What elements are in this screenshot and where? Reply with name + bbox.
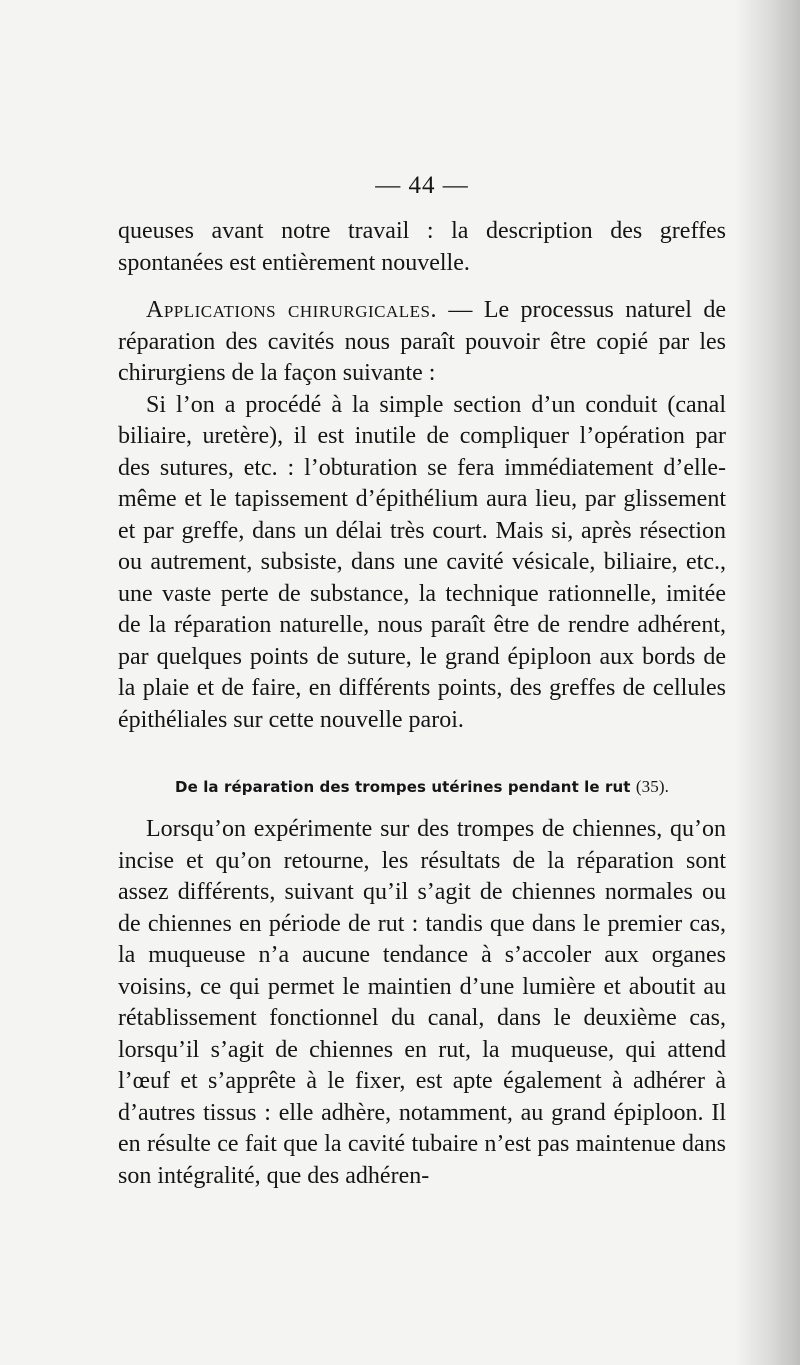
surgical-method-text: Si l’on a procédé à la simple section d’un conduit (canal biliaire, uretère), il est inutile de compliquer l’opération par des sutures, etc. : l’obturation se fera immédiatement d’elle-même et le tapissement d’épithélium aura lieu, par glissement et par greffe, dans un délai très court. Mais si, après résection ou autrement, subsiste, dans une cavité vésicale, biliaire, etc., une vaste perte de substance, la technique rationnelle, imitée de la réparation naturelle, nous paraît être de rendre adhérent, par quelques points de suture, le grand épiploon aux bords de la plaie et de faire, en différents points, des greffes de cellules épithéliales sur cette nouvelle paroi. (118, 391, 726, 733)
page-number: — 44 — (375, 172, 469, 199)
section-subheading (118, 776, 726, 798)
paragraph-applications (118, 295, 726, 390)
paragraph-surgical-method (118, 390, 726, 737)
subheading-text: De la réparation des trompes utérines pendant le rut (175, 778, 631, 796)
applications-text: — Le processus naturel de réparation des cavités nous paraît pouvoir être copié par les chirurgiens de la façon suivante : (118, 297, 726, 386)
applications-heading: Applications chirurgicales. (146, 297, 437, 323)
paragraph-trompes (118, 814, 726, 1192)
paragraph-1 (118, 216, 726, 279)
page-text-block (118, 170, 726, 1192)
footnote-reference: (35). (635, 777, 669, 796)
trompes-text: Lorsqu’on expérimente sur des trompes de chiennes, qu’on incise et qu’on retourne, les résultats de la réparation sont assez différents, suivant qu’il s’agit de chiennes normales ou de chiennes en période de rut : tandis que dans le premier cas, la muqueuse n’a aucune tendance à s’accoler aux organes voisins, ce qui permet le maintien d’une lumière et aboutit au rétablissement fonctionnel du canal, dans le deuxième cas, lorsqu’il s’agit de chiennes en rut, la muqueuse, qui attend l’œuf et s’apprête à le fixer, est apte également à adhérer à d’autres tissus : elle adhère, notamment, au grand épiploon. Il en résulte ce fait que la cavité tubaire n’est pas maintenue dans son intégralité, que des adhéren- (118, 816, 726, 1189)
paragraph-1-text: queuses avant notre travail : la description des greffes spontanées est entièrement nouvelle. (118, 218, 726, 276)
